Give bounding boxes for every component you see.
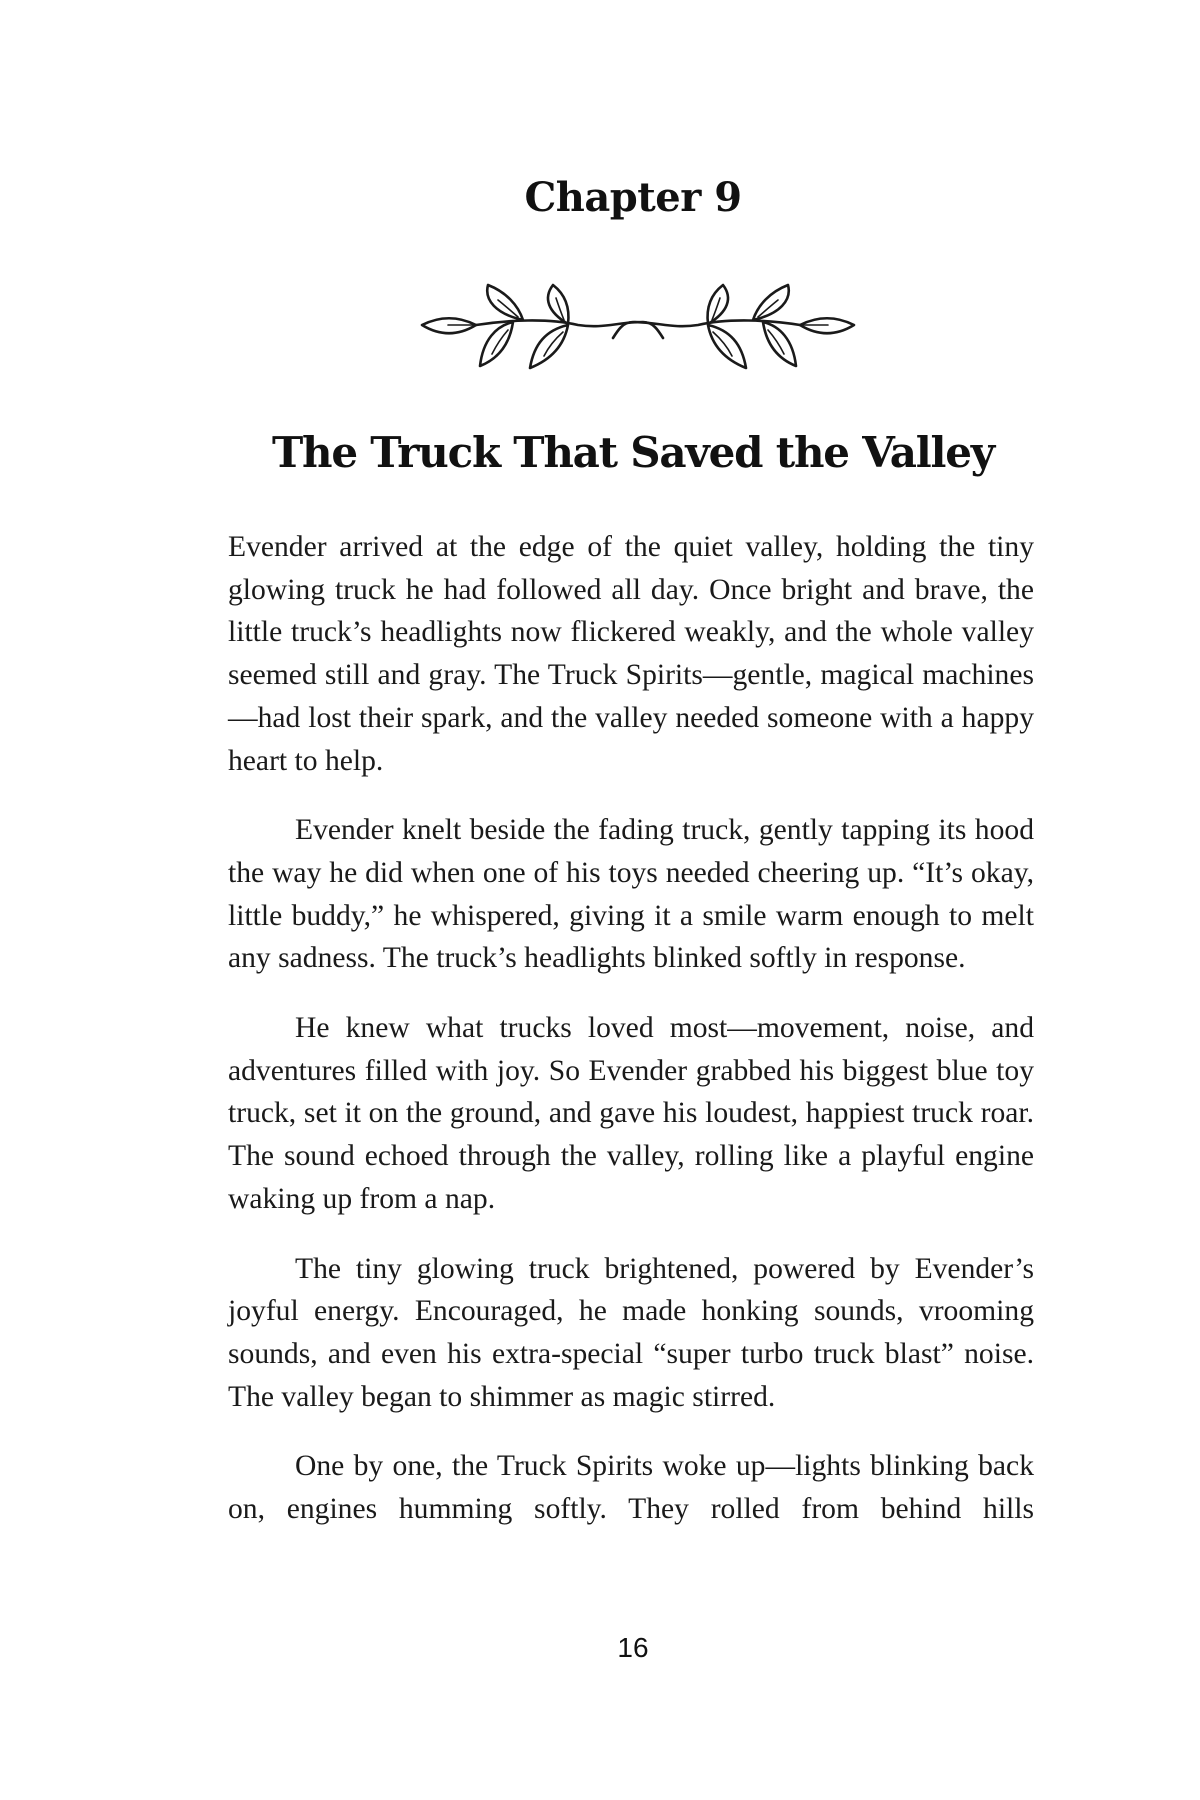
- left-vine: [422, 285, 663, 368]
- right-vine: [613, 285, 854, 368]
- chapter-title: The Truck That Saved the Valley: [271, 428, 995, 477]
- leaf-vine-divider-icon: [418, 280, 858, 376]
- paragraph: He knew what trucks loved most—movement, noise, and adventures filled with joy. So Evender grabbed his biggest blue toy truck, set it on the ground, and gave his loudest, happiest truck roar. The sound echoed through the valley, rolling like a playful engine waking up from a nap.: [228, 1012, 1034, 1215]
- chapter-label: Chapter 9: [524, 174, 742, 221]
- chapter-body: [228, 526, 1034, 1558]
- paragraph: Evender arrived at the edge of the quiet valley, holding the tiny glowing truck he had followed all day. Once bright and brave, the little truck’s headlights now flickered weakly, and the whole valley seemed still and gray. The Truck Spirits—gentle, magical machines—had lost their spark, and the valley needed someone with a happy heart to help.: [228, 531, 1034, 777]
- page-number: 16: [617, 1632, 649, 1663]
- paragraph: One by one, the Truck Spirits woke up—lights blinking back on, engines humming softly. They rolled from behind hills: [228, 1450, 1034, 1526]
- paragraph: The tiny glowing truck brightened, powered by Evender’s joyful energy. Encouraged, he made honking sounds, vrooming sounds, and even his extra-special “super turbo truck blast” noise. The valley began to shimmer as magic stirred.: [228, 1252, 1034, 1413]
- paragraph: Evender knelt beside the fading truck, gently tapping its hood the way he did when one of his toys needed cheering up. “It’s okay, little buddy,” he whispered, giving it a smile warm enough to melt any sadness. The truck’s headlights blinked softly in response.: [228, 814, 1034, 975]
